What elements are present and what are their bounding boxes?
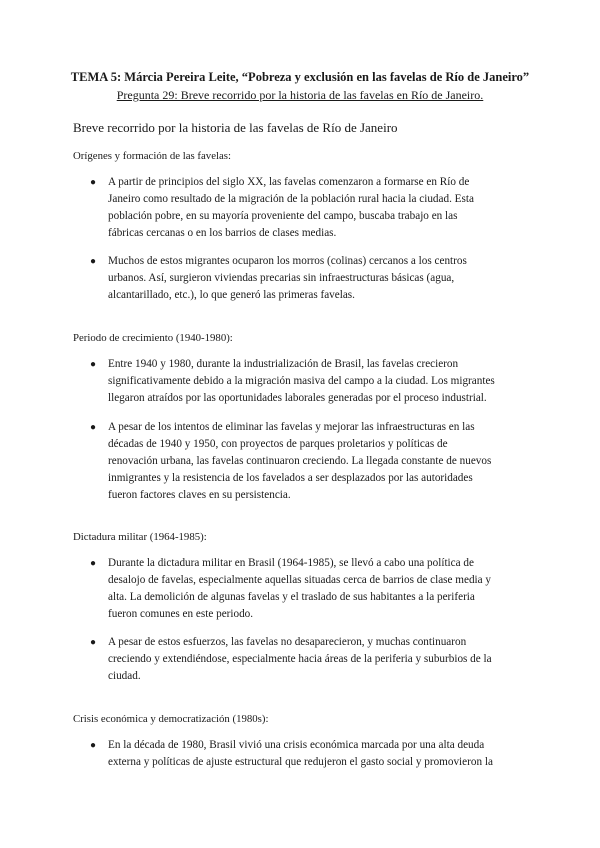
- list-item: [90, 555, 528, 623]
- paragraph-line: A pesar de los intentos de eliminar las favelas y mejorar las infraestructuras en las: [108, 421, 475, 433]
- section-heading-dictadura: Dictadura militar (1964-1985):: [73, 531, 207, 543]
- paragraph-line: Janeiro como resultado de la migración de la población rural hacia la ciudad. Esta: [108, 193, 474, 205]
- paragraph-line: Muchos de estos migrantes ocuparon los morros (colinas) cercanos a los centros: [108, 255, 467, 267]
- list-item: [90, 356, 528, 407]
- list-item: [90, 634, 528, 685]
- paragraph-line: ciudad.: [108, 670, 141, 682]
- section-heading-origenes: Orígenes y formación de las favelas:: [73, 150, 231, 162]
- paragraph-line: Entre 1940 y 1980, durante la industrialización de Brasil, las favelas crecieron: [108, 358, 459, 370]
- paragraph-line: A pesar de estos esfuerzos, las favelas no desaparecieron, y muchas continuaron: [108, 636, 467, 648]
- paragraph-line: externa y políticas de ajuste estructural que redujeron el gasto social y promovieron la: [108, 756, 493, 768]
- bullet-icon: ●: [90, 256, 97, 267]
- paragraph-line: renovación urbana, las favelas continuaron creciendo. La llegada constante de nuevos: [108, 455, 492, 467]
- bullet-icon: ●: [90, 637, 97, 648]
- paragraph-line: desalojo de favelas, especialmente aquellas situadas cerca de barrios de clase media y: [108, 574, 491, 586]
- document-subtitle: Pregunta 29: Breve recorrido por la historia de las favelas en Río de Janeiro.: [116, 88, 484, 102]
- bullet-icon: ●: [90, 558, 97, 569]
- paragraph-line: En la década de 1980, Brasil vivió una crisis económica marcada por una alta deuda: [108, 739, 485, 751]
- list-item: [90, 737, 528, 771]
- list-item: [90, 174, 528, 242]
- paragraph-line: alcantarillado, etc.), lo que generó las primeras favelas.: [108, 289, 355, 301]
- bullet-icon: ●: [90, 359, 97, 370]
- paragraph-line: significativamente debido a la migración masiva del campo a la ciudad. Los migrantes: [108, 375, 495, 387]
- paragraph-line: creciendo y extendiéndose, especialmente hacia áreas de la periferia y suburbios de la: [108, 653, 492, 665]
- paragraph-line: inmigrantes y la resistencia de los favelados a ser desplazados por las autoridades: [108, 472, 473, 484]
- paragraph-line: fueron comunes en este periodo.: [108, 608, 254, 620]
- paragraph-line: alta. La demolición de algunas favelas y el traslado de sus habitantes a la periferia: [108, 591, 475, 603]
- paragraph-line: Durante la dictadura militar en Brasil (1964-1985), se llevó a cabo una política de: [108, 557, 474, 569]
- section-heading-crisis: Crisis económica y democratización (1980s):: [73, 713, 269, 725]
- list-item: [90, 419, 528, 504]
- document-heading: Breve recorrido por la historia de las favelas de Río de Janeiro: [73, 120, 398, 135]
- document-title: TEMA 5: Márcia Pereira Leite, “Pobreza y exclusión en las favelas de Río de Janeiro”: [70, 70, 530, 84]
- bullet-icon: ●: [90, 177, 97, 188]
- paragraph-line: A partir de principios del siglo XX, las favelas comenzaron a formarse en Río de: [108, 176, 470, 188]
- paragraph-line: fábricas cercanas o en los barrios de clases medias.: [108, 227, 337, 239]
- list-item: [90, 253, 528, 304]
- paragraph-line: fueron factores claves en su persistencia.: [108, 489, 291, 501]
- paragraph-line: décadas de 1940 y 1950, con proyectos de parques proletarios y políticas de: [108, 438, 448, 450]
- paragraph-line: llegaron atraídos por las oportunidades laborales generadas por el proceso industrial.: [108, 392, 487, 404]
- paragraph-line: población pobre, en su mayoría proveniente del campo, buscaba trabajo en las: [108, 210, 458, 222]
- section-heading-crecimiento: Periodo de crecimiento (1940-1980):: [73, 332, 233, 344]
- bullet-icon: ●: [90, 740, 97, 751]
- bullet-icon: ●: [90, 422, 97, 433]
- paragraph-line: urbanos. Así, surgieron viviendas precarias sin infraestructuras básicas (agua,: [108, 272, 455, 284]
